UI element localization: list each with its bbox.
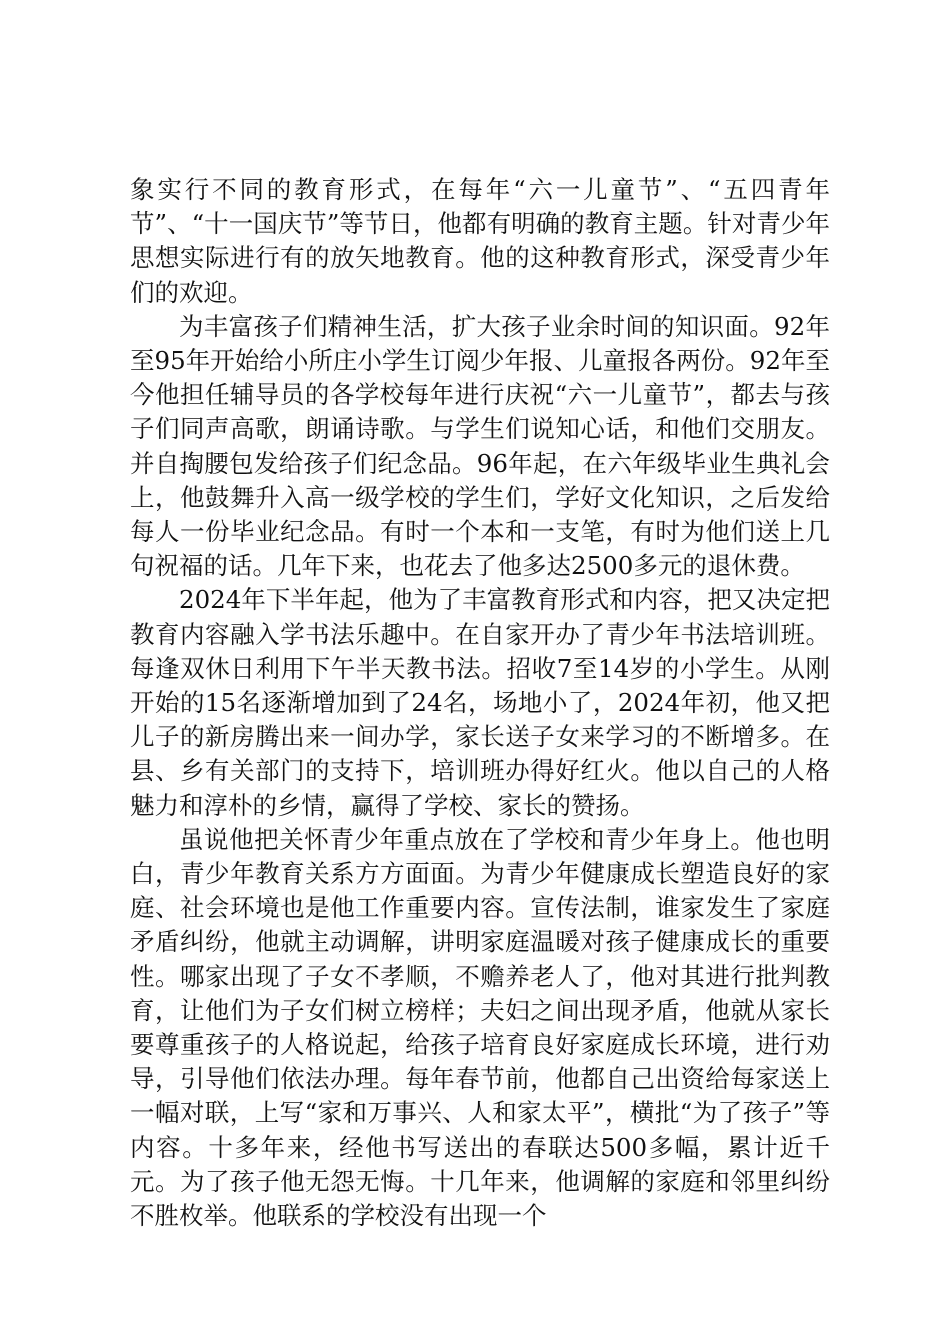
- paragraph-calligraphy-class: 2024年下半年起，他为了丰富教育形式和内容，把又决定把教育内容融入学书法乐趣中。在自家开办了青少年书法培训班。每逢双休日利用下午半天教书法。招收7至14岁的小学生。从刚开始的15名逐渐增加到了24名，场地小了，2024年初，他又把儿子的新房腾出来一间办学，家长送子女来学习的不断增多。在县、乡有关部门的支持下，培训班办得好红火。他以自己的人格魅力和淳朴的乡情，赢得了学校、家长的赞扬。: [130, 585, 830, 820]
- paragraph-continuation: 象实行不同的教育形式，在每年“六一儿童节”、“五四青年节”、“十一国庆节”等节日，他都有明确的教育主题。针对青少年思想实际进行有的放矢地教育。他的这种教育形式，深受青少年们的欢迎。: [130, 175, 830, 307]
- paragraph-family-mediation: 虽说他把关怀青少年重点放在了学校和青少年身上。他也明白，青少年教育关系方方面面。为青少年健康成长塑造良好的家庭、社会环境也是他工作重要内容。宣传法制，谁家发生了家庭矛盾纠纷，他就主动调解，讲明家庭温暖对孩子健康成长的重要性。哪家出现了子女不孝顺，不赡养老人了，他对其进行批判教育，让他们为子女们树立榜样；夫妇之间出现矛盾，他就从家长要尊重孩子的人格说起，给孩子培育良好家庭成长环境，进行劝导，引导他们依法办理。每年春节前，他都自己出资给每家送上一幅对联，上写“家和万事兴、人和家太平”，横批“为了孩子”等内容。十多年来，经他书写送出的春联达500多幅，累计近千元。为了孩子他无怨无悔。十几年来，他调解的家庭和邻里纠纷不胜枚举。他联系的学校没有出现一个: [130, 824, 830, 1231]
- document-body: [130, 173, 830, 1233]
- paragraph-reading-materials: 为丰富孩子们精神生活，扩大孩子业余时间的知识面。92年至95年开始给小所庄小学生订阅少年报、儿童报各两份。92年至今他担任辅导员的各学校每年进行庆祝“六一儿童节”，都去与孩子们同声高歌，朗诵诗歌。与学生们说知心话，和他们交朋友。并自掏腰包发给孩子们纪念品。96年起，在六年级毕业生典礼会上，他鼓舞升入高一级学校的学生们，学好文化知识，之后发给每人一份毕业纪念品。有时一个本和一支笔，有时为他们送上几句祝福的话。几年下来，也花去了他多达2500多元的退休费。: [130, 311, 830, 581]
